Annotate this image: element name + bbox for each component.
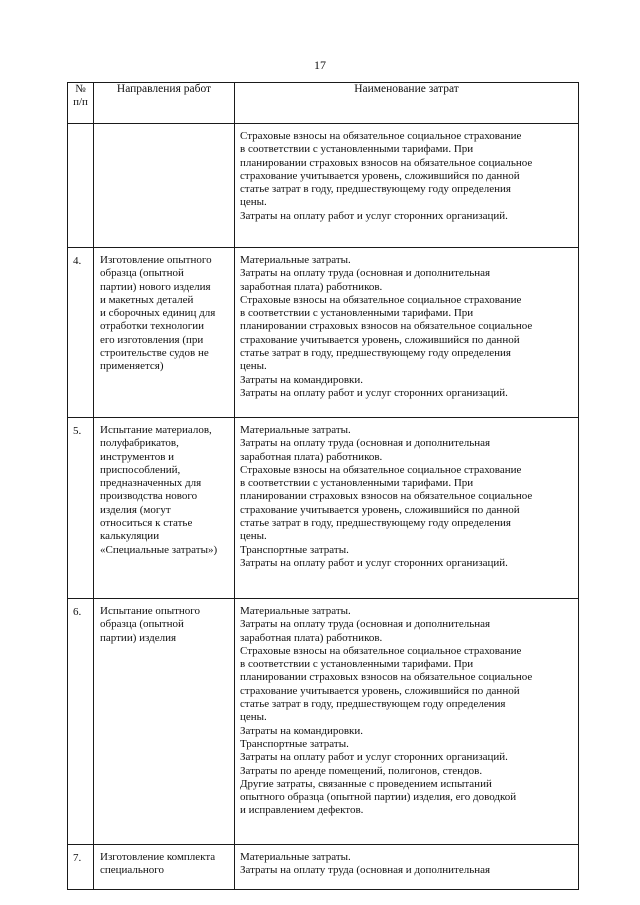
cost-line: Затраты на оплату труда (основная и дополнительная (240, 618, 491, 631)
cost-line: Материальные затраты. (240, 605, 351, 617)
direction-cell (94, 124, 235, 248)
cost-line: Затраты на оплату труда (основная и дополнительная (240, 437, 491, 450)
row-number: 6. (73, 606, 82, 618)
cost-line: Затраты на командировки. (240, 373, 364, 386)
direction-line: «Специальные затраты») (100, 543, 218, 556)
header-num-cell (68, 83, 94, 124)
direction-line: Изготовление опытного (100, 254, 212, 266)
row-number: 4. (73, 255, 82, 267)
direction-line: строительстве судов не (100, 347, 209, 360)
header-cost-label: Наименование затрат (354, 83, 459, 95)
row-number-cell (68, 599, 94, 845)
cost-line: Затраты на оплату работ и услуг сторонних организаций. (240, 556, 508, 569)
table-row (68, 599, 579, 845)
cost-line: в соответствии с установленными тарифами. При (240, 658, 474, 671)
header-direction-label: Направления работ (116, 83, 212, 95)
header-direction-cell (94, 83, 235, 124)
cost-line: Страховые взносы на обязательное социальное страхование (240, 130, 522, 142)
cost-line: страхование учитывается уровень, сложившийся по данной (240, 333, 520, 346)
table-row (68, 845, 579, 890)
direction-line: приспособлений, (100, 463, 181, 476)
cost-line: Другие затраты, связанные с проведением испытаний (240, 777, 492, 790)
cost-line: Транспортные затраты. (240, 737, 349, 750)
cost-line: и исправлением дефектов. (240, 804, 364, 817)
cost-cell (235, 599, 579, 845)
direction-line: инструментов и (100, 450, 175, 463)
table-header-row (68, 83, 579, 124)
direction-line: калькуляции (100, 530, 160, 543)
cost-line: статье затрат в году, предшествующему году определения (240, 517, 511, 530)
direction-line: его изготовления (при (100, 333, 204, 346)
direction-line: образца (опытной (100, 267, 184, 280)
cost-cell (235, 248, 579, 418)
cost-line: цены. (240, 196, 267, 209)
row-number: 5. (73, 425, 82, 437)
cost-line: планировании страховых взносов на обязательное социальное (240, 320, 533, 333)
header-num-abbrev: п/п (73, 96, 88, 108)
direction-cell (94, 845, 235, 890)
cost-line: статье затрат в году, предшествующему году определения (240, 347, 511, 360)
row-number-cell (68, 124, 94, 248)
cost-cell (235, 845, 579, 890)
cost-line: Материальные затраты. (240, 424, 351, 436)
cost-line: планировании страховых взносов на обязательное социальное (240, 156, 533, 169)
direction-line: изделия (могут (100, 503, 171, 516)
cost-cell (235, 124, 579, 248)
cost-line: Страховые взносы на обязательное социальное страхование (240, 644, 522, 657)
direction-line: применяется) (100, 360, 164, 373)
direction-line: и сборочных единиц для (100, 307, 216, 320)
direction-line: отработки технологии (100, 320, 204, 333)
cost-line: страхование учитывается уровень, сложившийся по данной (240, 684, 520, 697)
cost-line: статье затрат в году, предшествующему году определения (240, 183, 511, 196)
cost-line: в соответствии с установленными тарифами. При (240, 143, 474, 156)
direction-line: специального (100, 864, 165, 877)
cost-line: Затраты на оплату труда (основная и дополнительная (240, 864, 491, 877)
direction-line: полуфабрикатов, (100, 437, 179, 450)
cost-line: заработная плата) работников. (240, 450, 383, 463)
cost-line: Страховые взносы на обязательное социальное страхование (240, 463, 522, 476)
cost-line: Затраты по аренде помещений, полигонов, стендов. (240, 764, 483, 777)
cost-line: Материальные затраты. (240, 254, 351, 266)
cost-line: планировании страховых взносов на обязательное социальное (240, 490, 533, 503)
direction-line: партии) нового изделия (100, 280, 211, 293)
direction-cell (94, 599, 235, 845)
cost-line: страхование учитывается уровень, сложившийся по данной (240, 169, 520, 182)
cost-line: заработная плата) работников. (240, 631, 383, 644)
direction-cell (94, 248, 235, 418)
cost-line: цены. (240, 711, 267, 724)
cost-line: Затраты на оплату работ и услуг сторонних организаций. (240, 209, 508, 222)
table-row (68, 124, 579, 248)
direction-line: производства нового (100, 490, 198, 503)
cost-line: Затраты на командировки. (240, 724, 364, 737)
cost-line: Затраты на оплату труда (основная и дополнительная (240, 267, 491, 280)
cost-line: Затраты на оплату работ и услуг сторонних организаций. (240, 751, 508, 764)
cost-line: в соответствии с установленными тарифами. При (240, 477, 474, 490)
direction-line: относиться к статье (100, 517, 193, 530)
cost-line: опытного образца (опытной партии) изделия, его доводкой (240, 791, 517, 804)
cost-line: Материальные затраты. (240, 851, 351, 863)
cost-line: страхование учитывается уровень, сложившийся по данной (240, 503, 520, 516)
cost-line: статье затрат в году, предшествующем году определения (240, 698, 506, 711)
table-row (68, 418, 579, 599)
table-row (68, 248, 579, 418)
direction-line: предназначенных для (100, 477, 202, 490)
cost-line: Транспортные затраты. (240, 543, 349, 556)
header-cost-cell (235, 83, 579, 124)
row-number: 7. (73, 852, 82, 864)
cost-table (67, 82, 579, 890)
header-num-symbol: № (75, 83, 86, 95)
cost-line: заработная плата) работников. (240, 280, 383, 293)
direction-line: Испытание опытного (100, 605, 201, 617)
page-number: 17 (314, 58, 326, 72)
direction-line: образца (опытной (100, 618, 184, 631)
cost-cell (235, 418, 579, 599)
cost-line: планировании страховых взносов на обязательное социальное (240, 671, 533, 684)
cost-line: цены. (240, 360, 267, 373)
cost-line: Затраты на оплату работ и услуг сторонних организаций. (240, 386, 508, 399)
cost-line: цены. (240, 530, 267, 543)
row-number-cell (68, 845, 94, 890)
row-number-cell (68, 418, 94, 599)
direction-cell (94, 418, 235, 599)
direction-line: и макетных деталей (100, 293, 194, 306)
cost-line: в соответствии с установленными тарифами. При (240, 307, 474, 320)
direction-line: Испытание материалов, (100, 424, 212, 436)
direction-line: партии) изделия (100, 631, 177, 644)
row-number-cell (68, 248, 94, 418)
cost-line: Страховые взносы на обязательное социальное страхование (240, 293, 522, 306)
direction-line: Изготовление комплекта (100, 851, 216, 863)
